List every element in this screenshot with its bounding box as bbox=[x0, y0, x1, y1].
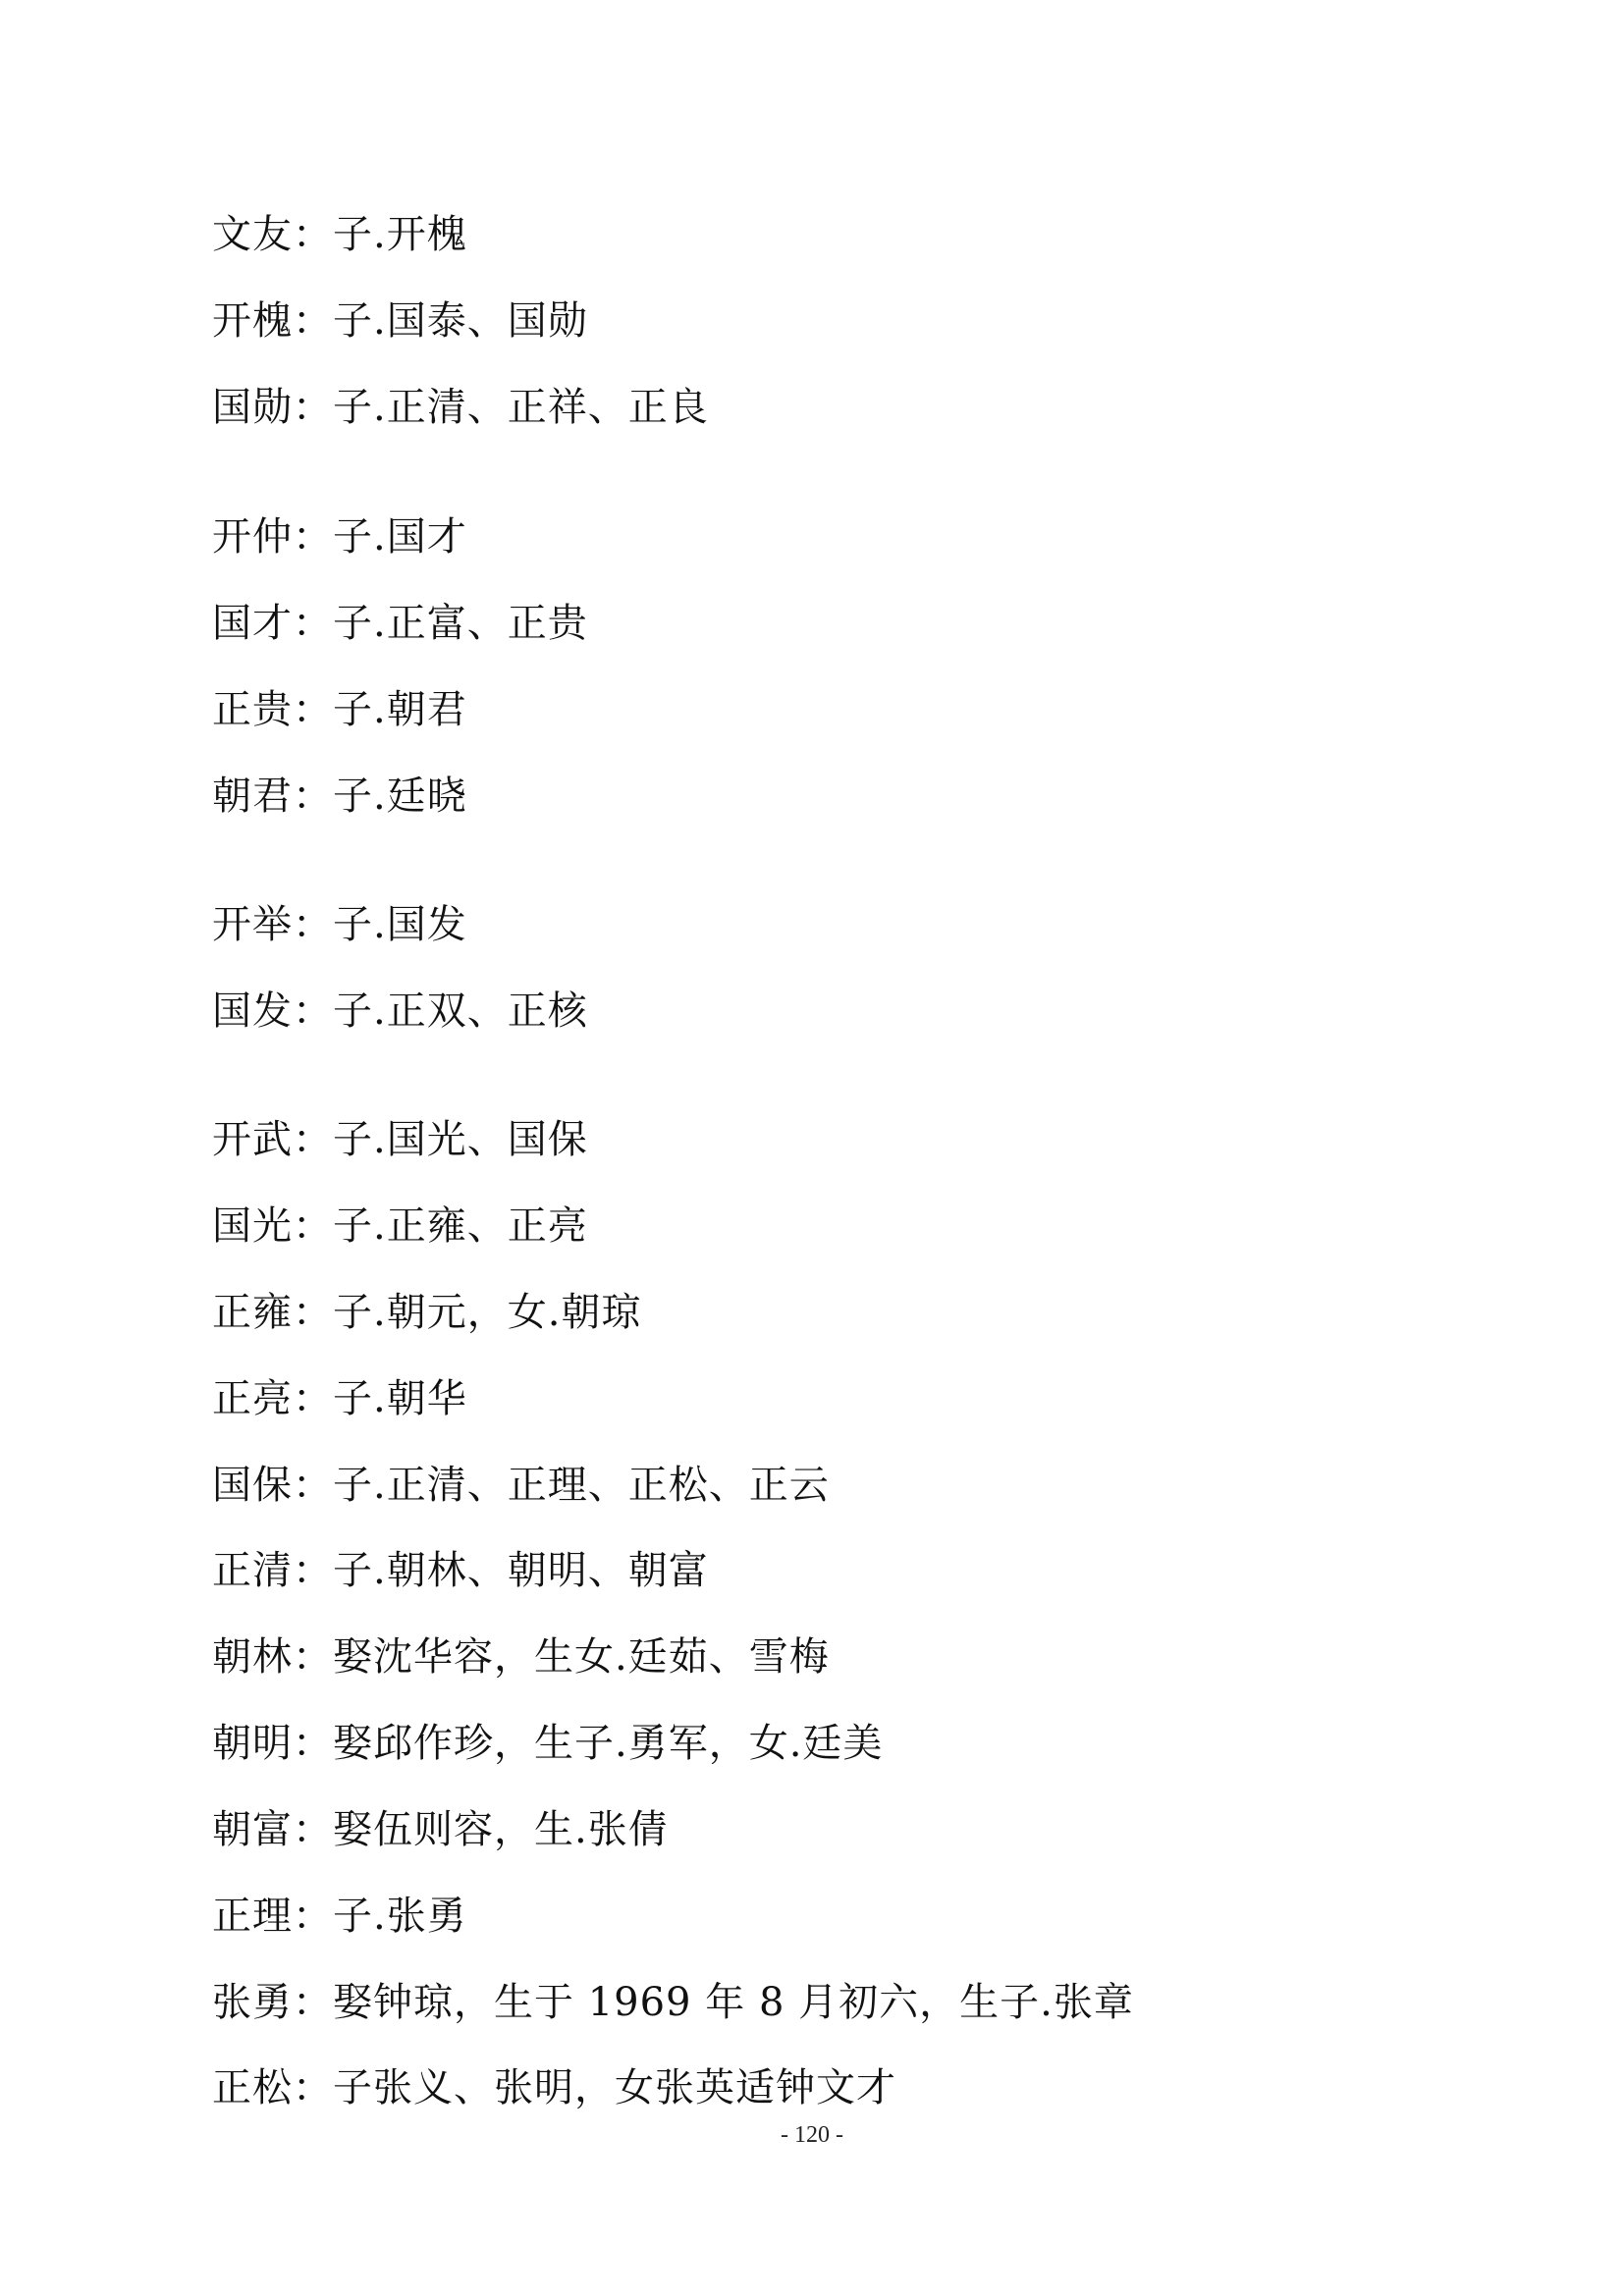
genealogy-line: 开仲：子.国才 bbox=[212, 514, 467, 560]
genealogy-line: 朝富：娶伍则容，生.张倩 bbox=[212, 1807, 669, 1852]
genealogy-line: 国才：子.正富、正贵 bbox=[212, 601, 588, 646]
genealogy-line: 朝林：娶沈华容，生女.廷茹、雪梅 bbox=[212, 1634, 830, 1680]
genealogy-line: 正贵：子.朝君 bbox=[212, 687, 467, 732]
genealogy-line: 正清：子.朝林、朝明、朝富 bbox=[212, 1548, 709, 1593]
genealogy-line: 正理：子.张勇 bbox=[212, 1894, 467, 1939]
genealogy-line: 文友：子.开槐 bbox=[212, 212, 467, 257]
page-number: - 120 - bbox=[781, 2122, 843, 2148]
genealogy-line: 国光：子.正雍、正亮 bbox=[212, 1203, 588, 1249]
genealogy-line: 开武：子.国光、国保 bbox=[212, 1117, 588, 1162]
genealogy-line: 正雍：子.朝元，女.朝琼 bbox=[212, 1290, 642, 1335]
genealogy-line: 开槐：子.国泰、国勋 bbox=[212, 298, 588, 344]
genealogy-line: 国勋：子.正清、正祥、正良 bbox=[212, 385, 709, 430]
genealogy-line: 朝明：娶邱作珍，生子.勇军，女.廷美 bbox=[212, 1721, 884, 1766]
genealogy-line: 国发：子.正双、正核 bbox=[212, 988, 588, 1034]
genealogy-line: 张勇：娶钟琼，生于 1969 年 8 月初六，生子.张章 bbox=[212, 1980, 1134, 2025]
genealogy-line: 国保：子.正清、正理、正松、正云 bbox=[212, 1463, 830, 1508]
genealogy-line: 朝君：子.廷晓 bbox=[212, 774, 467, 819]
genealogy-line: 开举：子.国发 bbox=[212, 902, 467, 947]
genealogy-line: 正亮：子.朝华 bbox=[212, 1376, 467, 1421]
genealogy-line: 正松：子张义、张明，女张英适钟文才 bbox=[212, 2065, 896, 2110]
